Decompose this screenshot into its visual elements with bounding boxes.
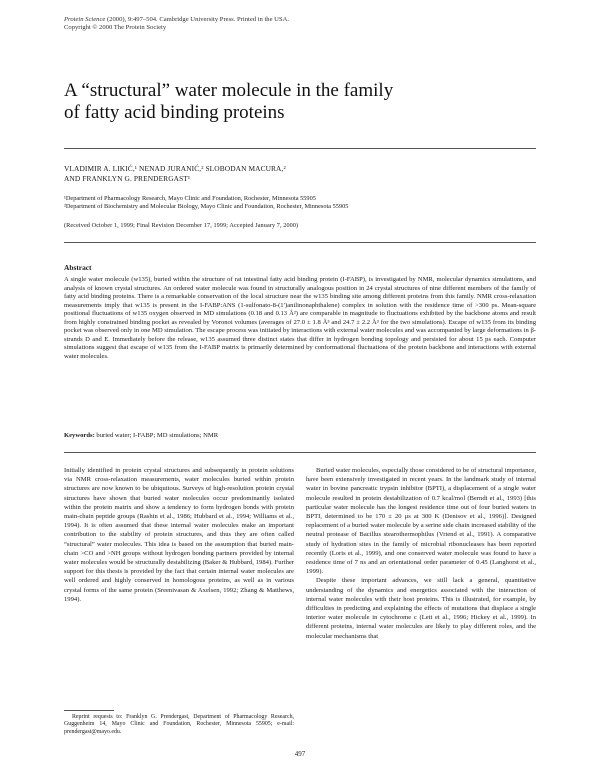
body-column-left (64, 466, 294, 604)
affiliation-2: ²Department of Biochemistry and Molecular Biology, Mayo Clinic and Foundation, Rochester, Minnesota 55905 (64, 202, 349, 210)
affiliations (64, 195, 536, 210)
reprint-footnote: Reprint requests to: Franklyn G. Prendergast, Department of Pharmacology Research, Guggenheim 14, Mayo Clinic and Foundation, Rochester, Minnesota 55905; e-mail: prendergast@mayo.edu. (64, 714, 294, 735)
section-rule (64, 452, 536, 453)
title-line-1: A “structural” water molecule in the family (64, 80, 394, 101)
body-paragraph: Buried water molecules, especially those considered to be of structural importance, have been extensively investigated in recent years. In the landmark study of internal water in bovine pancreatic trypsin inhibitor (BPTI), a displacement of a single water molecule resulted in protein destabilization of 0.7 kcal/mol (Berndt et al., 1993) [this particular water molecule has the longest residence time out of four buried waters in BPTI, determined to be 170 ± 20 μs at 300 K (Denisov et al., 1996)]. Designed replacement of a buried water molecule by a serine side chain increased stability of the neutral protease of Bacillus stearothermophilus (Vriend et al., 1991). A comparative study of hydration sites in the family of microbial ribonucleases has been reported recently (Loris et al., 1999), and one conserved water molecule was found to have a residence time of 7 ns and an orientational order parameter of 0.45 (Langhorst et al., 1999). (306, 467, 536, 576)
footnote-rule (64, 710, 114, 711)
body-column-right (306, 466, 536, 641)
abstract-text: A single water molecule (w135), buried within the structure of rat intestinal fatty acid binding protein (I-FABP), is investigated by NMR, molecular dynamics simulations, and analysis of known crystal structures. An ordered water molecule was found in structurally analogous position in 24 crystal structures of nine different members of the family of fatty acid binding proteins. There is a remarkable conservation of the local structure near the w135 binding site among different proteins from this family. NMR cross-relaxation measurements imply that w135 is present in the I-FABP:ANS (1-sulfonato-8-(1′)anilinonaphthalene) complex in solution with the residence time of >300 ps. Mean-square positional fluctuations of w135 oxygen observed in MD simulations (0.18 and 0.13 Å²) are comparable in magnitude to fluctuations exhibited by the backbone atoms and result from highly constrained binding pocket as revealed by Voronoi volumes (averages of 27.0 ± 1.8 Å³ and 24.7 ± 2.2 Å³ for the two simulations). Escape of w135 from its binding pocket was observed only in one MD simulation. The escape process was initiated by interactions with external water molecules and was accompanied by large deformations in β-strands D and E. Immediately before the release, w135 assumed three distinct states that differ in hydrogen bonding topology and persisted for about 15 ps each. Computer simulations suggest that escape of w135 from the I-FABP matrix is primarily determined by conformational fluctuations of the protein backbone and interactions with external water molecules. (64, 276, 536, 360)
journal-name: Protein Science (64, 16, 106, 23)
journal-header (64, 16, 289, 32)
received-dates: (Received October 1, 1999; Final Revision December 17, 1999; Accepted January 7, 2000) (64, 222, 299, 229)
body-paragraph: Initially identified in protein crystal structures and subsequently in protein solutions via NMR cross-relaxation measurements, water molecules buried within protein structures are now known to be ubiquitous. Surveys of high-resolution protein crystal structures have shown that buried water molecules occur predominantly isolated within the protein matrix and show a tendency to form hydrogen bonds with protein main-chain peptide groups (Rashin et al., 1986; Hubbard et al., 1994; Williams et al., 1994). It is often assumed that these internal water molecules make an important contribution to the stability of protein structures, and thus they are often called “structural” water molecules. This idea is based on the assumption that buried main-chain >CO and >NH groups without hydrogen bonding partners provided by internal water molecules would be structurally destabilizing (Baker & Hubbard, 1984). Further support for this thesis is provided by the fact that certain internal water molecules are well ordered and highly conserved in homologous proteins, as well as in various crystal forms of the same protein (Sreenivasan & Axelsen, 1992; Zhang & Matthews, 1994). (64, 467, 294, 603)
abstract-heading: Abstract (64, 263, 92, 272)
body-paragraph: Despite these important advances, we still lack a general, quantitative understanding of the dynamics and energetics associated with the interaction of internal water molecules with their host proteins. This is illustrated, for example, by difficulties in predicting and explaining the effects of mutations that displace a single interior water molecule in cytochrome c (Lett et al., 1996; Hickey et al., 1999). In different proteins, internal water molecules are likely to play different roles, and the molecular mechanisms that (306, 577, 536, 640)
paper-title (64, 80, 534, 123)
author-line-1: VLADIMIR A. LIKIĆ,¹ NENAD JURANIĆ,² SLOBODAN MACURA,² (64, 164, 286, 173)
page-number: 497 (294, 750, 306, 758)
keywords (64, 432, 536, 439)
affiliation-1: ¹Department of Pharmacology Research, Mayo Clinic and Foundation, Rochester, Minnesota 55905 (64, 195, 316, 202)
journal-citation-details: (2000), 9:497–504. Cambridge University Press. Printed in the USA. (105, 16, 290, 23)
title-line-2: of fatty acid binding proteins (64, 101, 285, 123)
journal-citation (64, 16, 289, 24)
title-rule (64, 148, 536, 149)
author-list (64, 164, 536, 184)
author-line-2: AND FRANKLYN G. PRENDERGAST¹ (64, 174, 191, 184)
keywords-label: Keywords: (64, 432, 95, 439)
abstract-rule (64, 242, 536, 243)
keywords-text: buried water; I-FABP; MD simulations; NMR (94, 432, 219, 439)
copyright-line: Copyright © 2000 The Protein Society (64, 24, 167, 32)
